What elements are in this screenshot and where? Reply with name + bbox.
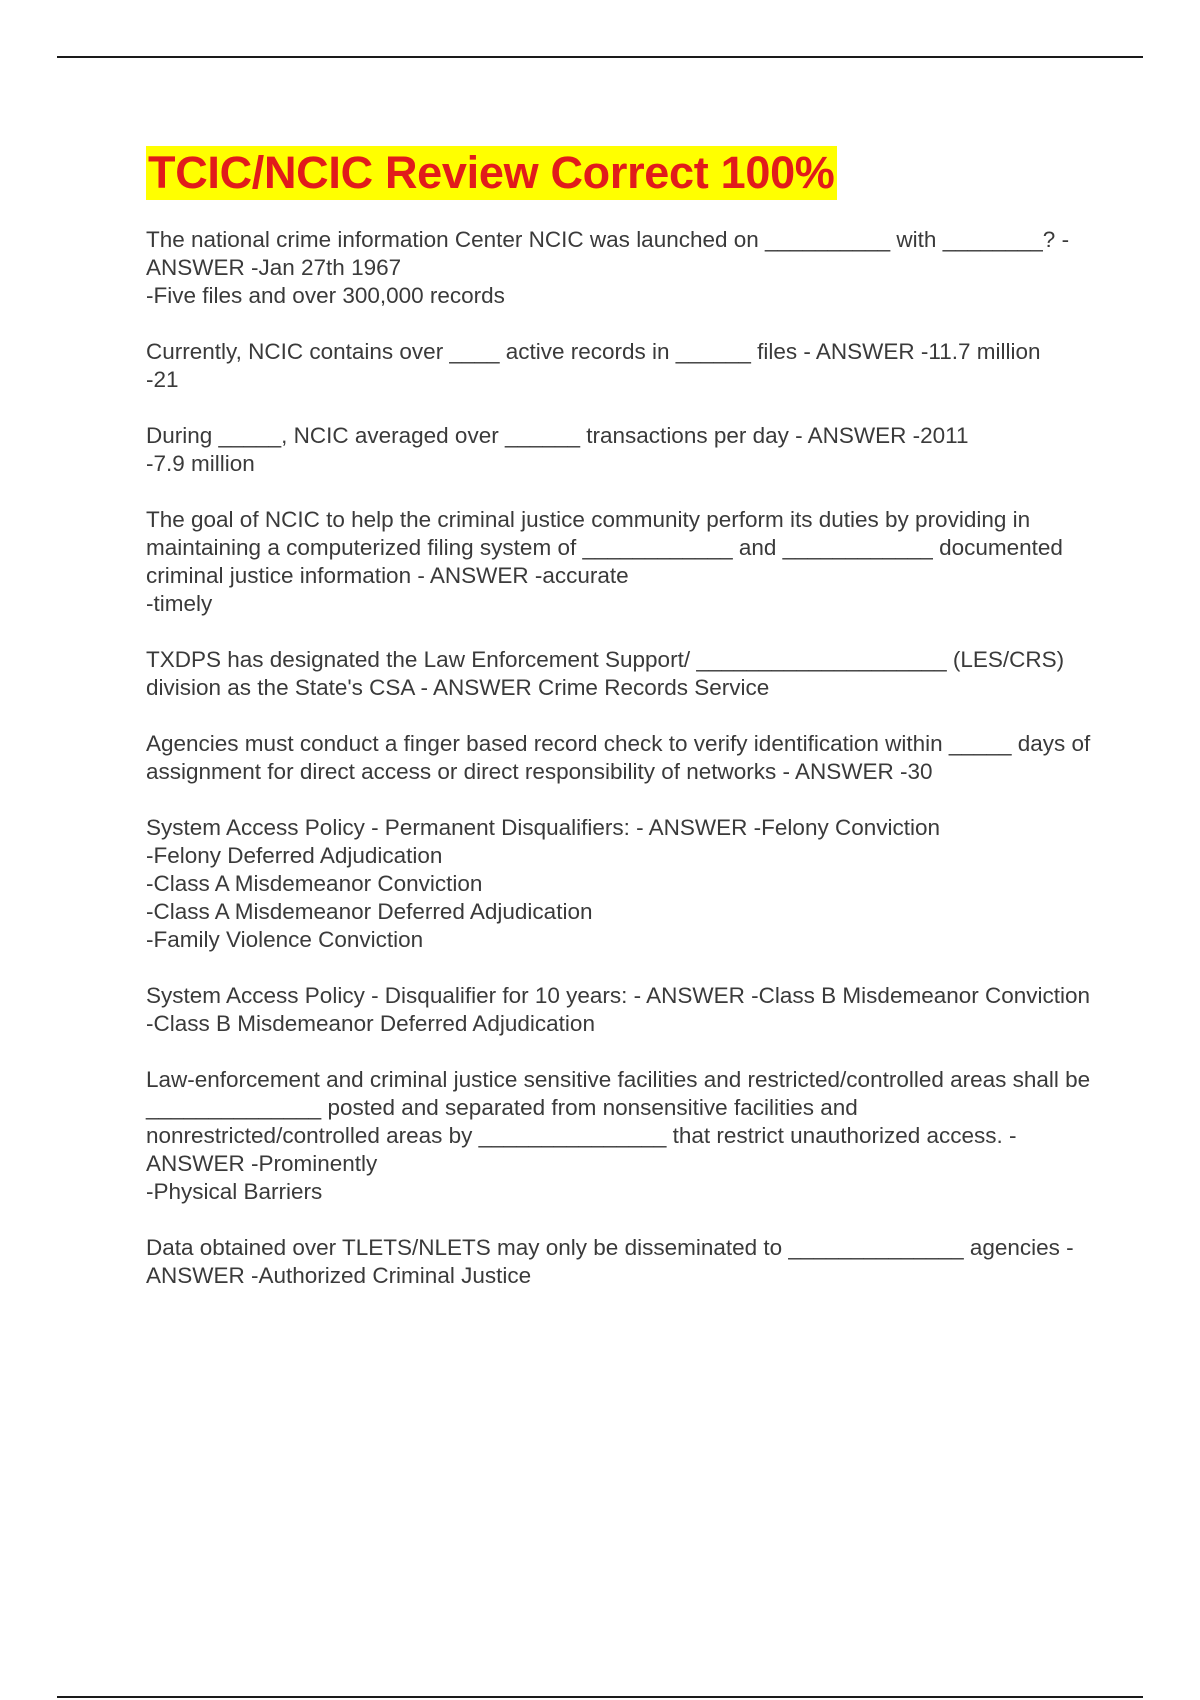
qa-answer-line: -Felony Deferred Adjudication bbox=[146, 843, 443, 868]
qa-item bbox=[146, 814, 1096, 954]
qa-item bbox=[146, 646, 1096, 702]
qa-list bbox=[146, 226, 1096, 1290]
qa-question: System Access Policy - Disqualifier for 10 years: - ANSWER -Class B Misdemeanor Conviction bbox=[146, 983, 1091, 1008]
qa-item bbox=[146, 422, 1096, 478]
qa-question: The national crime information Center NCIC was launched on __________ with ________? - ANSWER -Jan 27th 1967 bbox=[146, 227, 1070, 280]
qa-question: TXDPS has designated the Law Enforcement Support/ ____________________ (LES/CRS) division as the State's CSA - ANSWER Crime Records Service bbox=[146, 647, 1065, 700]
qa-question: Data obtained over TLETS/NLETS may only be disseminated to ______________ agencies - ANSWER -Authorized Criminal Justice bbox=[146, 1235, 1074, 1288]
top-rule bbox=[57, 56, 1143, 58]
qa-item bbox=[146, 1066, 1096, 1206]
qa-answer-line: -Five files and over 300,000 records bbox=[146, 283, 505, 308]
document-title: TCIC/NCIC Review Correct 100% bbox=[148, 147, 835, 198]
qa-item bbox=[146, 338, 1096, 394]
qa-answer-line: -Physical Barriers bbox=[146, 1179, 323, 1204]
qa-item bbox=[146, 226, 1096, 310]
qa-answer-line: -Family Violence Conviction bbox=[146, 927, 424, 952]
qa-question: Agencies must conduct a finger based record check to verify identification within _____ days of assignment for direct access or direct responsibility of networks - ANSWER -30 bbox=[146, 731, 1091, 784]
qa-question: System Access Policy - Permanent Disqualifiers: - ANSWER -Felony Conviction bbox=[146, 815, 941, 840]
qa-question: Law-enforcement and criminal justice sensitive facilities and restricted/controlled areas shall be ______________ posted and separated from nonsensitive facilities and nonrestricted/controlled areas by _______________ that restrict unauthorized access. - ANSWER -Prominently bbox=[146, 1067, 1091, 1176]
bottom-rule bbox=[57, 1696, 1143, 1698]
qa-answer-line: -21 bbox=[146, 367, 179, 392]
qa-item bbox=[146, 506, 1096, 618]
qa-item bbox=[146, 730, 1096, 786]
qa-question: The goal of NCIC to help the criminal justice community perform its duties by providing in maintaining a computerized filing system of ____________ and ____________ documented criminal justice information - ANSWER -accurate bbox=[146, 507, 1063, 588]
qa-item bbox=[146, 982, 1096, 1038]
qa-answer-line: -Class B Misdemeanor Deferred Adjudication bbox=[146, 1011, 595, 1036]
qa-answer-line: -Class A Misdemeanor Conviction bbox=[146, 871, 483, 896]
qa-answer-line: -Class A Misdemeanor Deferred Adjudication bbox=[146, 899, 593, 924]
document-body bbox=[146, 146, 1096, 1318]
qa-answer-line: -7.9 million bbox=[146, 451, 255, 476]
qa-answer-line: -timely bbox=[146, 591, 213, 616]
qa-question: Currently, NCIC contains over ____ active records in ______ files - ANSWER -11.7 million bbox=[146, 339, 1041, 364]
qa-question: During _____, NCIC averaged over ______ transactions per day - ANSWER -2011 bbox=[146, 423, 969, 448]
qa-item bbox=[146, 1234, 1096, 1290]
